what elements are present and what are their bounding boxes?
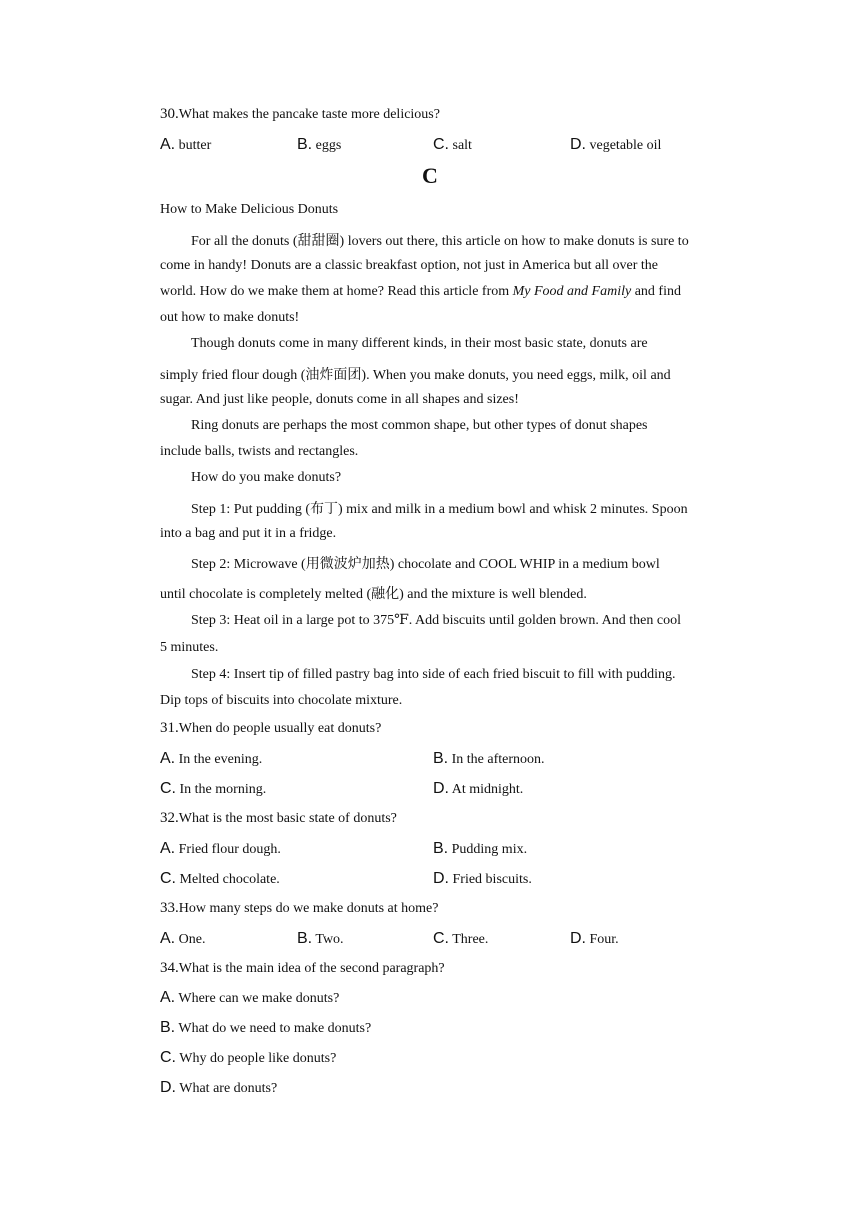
option-32-b: [433, 840, 527, 858]
option-text: What do we need to make donuts?: [178, 1021, 372, 1036]
passage-line: 5 minutes.: [160, 640, 219, 655]
passage-line: Step 1: Put pudding (布丁) mix and milk in a medium bowl and whisk 2 minutes. Spoon: [191, 502, 688, 517]
option-30-d: [570, 136, 661, 154]
option-text: vegetable oil: [589, 138, 662, 153]
passage-line: into a bag and put it in a fridge.: [160, 526, 337, 541]
question-text: How many steps do we make donuts at home?: [178, 901, 439, 916]
option-letter: B.: [297, 136, 313, 153]
question-31: [160, 720, 381, 737]
question-number: 33.: [160, 900, 179, 916]
passage-line: come in handy! Donuts are a classic breakfast option, not just in America but all over the: [160, 258, 659, 273]
question-number: 34.: [160, 960, 179, 976]
option-31-c: [160, 780, 266, 798]
option-text: Melted chocolate.: [179, 872, 280, 887]
option-text: Fried biscuits.: [452, 872, 532, 887]
option-text: Two.: [315, 932, 344, 947]
option-text: Fried flour dough.: [178, 842, 281, 857]
passage-line: Step 2: Microwave (用微波炉加热) chocolate and COOL WHIP in a medium bowl: [191, 557, 660, 572]
option-letter: A.: [160, 750, 176, 767]
option-34-a: [160, 989, 339, 1007]
option-33-b: [297, 930, 344, 948]
passage-title: How to Make Delicious Donuts: [160, 202, 339, 217]
question-number: 31.: [160, 720, 179, 736]
option-letter: B.: [433, 840, 449, 857]
passage-line: until chocolate is completely melted (融化) and the mixture is well blended.: [160, 587, 587, 602]
question-text: What is the most basic state of donuts?: [178, 811, 397, 826]
question-text: What is the main idea of the second paragraph?: [178, 961, 445, 976]
option-letter: A.: [160, 989, 176, 1006]
option-text: In the afternoon.: [451, 752, 545, 767]
option-32-d: [433, 870, 532, 888]
option-30-c: [433, 136, 472, 154]
option-letter: D.: [433, 780, 449, 797]
option-letter: D.: [570, 930, 586, 947]
option-letter: B.: [433, 750, 449, 767]
passage-line: Step 3: Heat oil in a large pot to 375℉. Add biscuits until golden brown. And then cool: [191, 613, 681, 628]
question-32: [160, 810, 397, 827]
option-letter: D.: [570, 136, 586, 153]
option-30-b: [297, 136, 341, 154]
passage-line: sugar. And just like people, donuts come in all shapes and sizes!: [160, 392, 519, 407]
passage-line: Step 4: Insert tip of filled pastry bag into side of each fried biscuit to fill with pudding.: [191, 667, 676, 682]
question-33: [160, 900, 438, 917]
question-34: [160, 960, 445, 977]
option-letter: B.: [297, 930, 313, 947]
option-text: What are donuts?: [179, 1081, 278, 1096]
option-text: One.: [178, 932, 206, 947]
source-title: My Food and Family: [512, 284, 632, 299]
question-text: What makes the pancake taste more delicious?: [178, 107, 440, 122]
option-30-a: [160, 136, 211, 154]
question-number: 32.: [160, 810, 179, 826]
option-text: At midnight.: [451, 782, 524, 797]
passage-text: world. How do we make them at home? Read this article from: [160, 284, 513, 299]
option-text: Three.: [452, 932, 489, 947]
option-letter: C.: [160, 870, 176, 887]
option-34-c: [160, 1049, 336, 1067]
option-32-a: [160, 840, 281, 858]
option-31-d: [433, 780, 523, 798]
passage-line: [160, 284, 681, 300]
option-text: Four.: [589, 932, 619, 947]
option-letter: D.: [433, 870, 449, 887]
option-text: eggs: [315, 138, 342, 153]
passage-line: For all the donuts (甜甜圈) lovers out there, this article on how to make donuts is sure to: [191, 234, 689, 249]
option-text: Why do people like donuts?: [179, 1051, 337, 1066]
section-letter: C: [422, 163, 438, 188]
option-text: Pudding mix.: [451, 842, 528, 857]
option-letter: A.: [160, 930, 176, 947]
option-34-d: [160, 1079, 277, 1097]
option-text: salt: [452, 138, 472, 153]
option-letter: A.: [160, 840, 176, 857]
option-32-c: [160, 870, 280, 888]
option-letter: C.: [433, 136, 449, 153]
question-30: [160, 106, 440, 123]
option-33-d: [570, 930, 619, 948]
option-31-a: [160, 750, 262, 768]
passage-line: How do you make donuts?: [191, 470, 342, 485]
option-letter: C.: [160, 780, 176, 797]
passage-line: include balls, twists and rectangles.: [160, 444, 359, 459]
option-text: Where can we make donuts?: [178, 991, 340, 1006]
passage-text: and find: [631, 284, 681, 299]
passage-line: Ring donuts are perhaps the most common shape, but other types of donut shapes: [191, 418, 648, 433]
passage-line: Though donuts come in many different kinds, in their most basic state, donuts are: [191, 336, 648, 351]
question-text: When do people usually eat donuts?: [178, 721, 382, 736]
option-letter: B.: [160, 1019, 176, 1036]
option-text: In the evening.: [178, 752, 263, 767]
passage-line: out how to make donuts!: [160, 310, 300, 325]
question-number: 30.: [160, 106, 179, 122]
option-text: butter: [178, 138, 212, 153]
option-letter: C.: [433, 930, 449, 947]
option-33-c: [433, 930, 488, 948]
passage-line: Dip tops of biscuits into chocolate mixture.: [160, 693, 403, 708]
option-34-b: [160, 1019, 371, 1037]
option-31-b: [433, 750, 545, 768]
option-letter: C.: [160, 1049, 176, 1066]
passage-line: simply fried flour dough (油炸面团). When you make donuts, you need eggs, milk, oil and: [160, 368, 671, 383]
option-33-a: [160, 930, 205, 948]
option-letter: D.: [160, 1079, 176, 1096]
option-letter: A.: [160, 136, 176, 153]
option-text: In the morning.: [179, 782, 267, 797]
